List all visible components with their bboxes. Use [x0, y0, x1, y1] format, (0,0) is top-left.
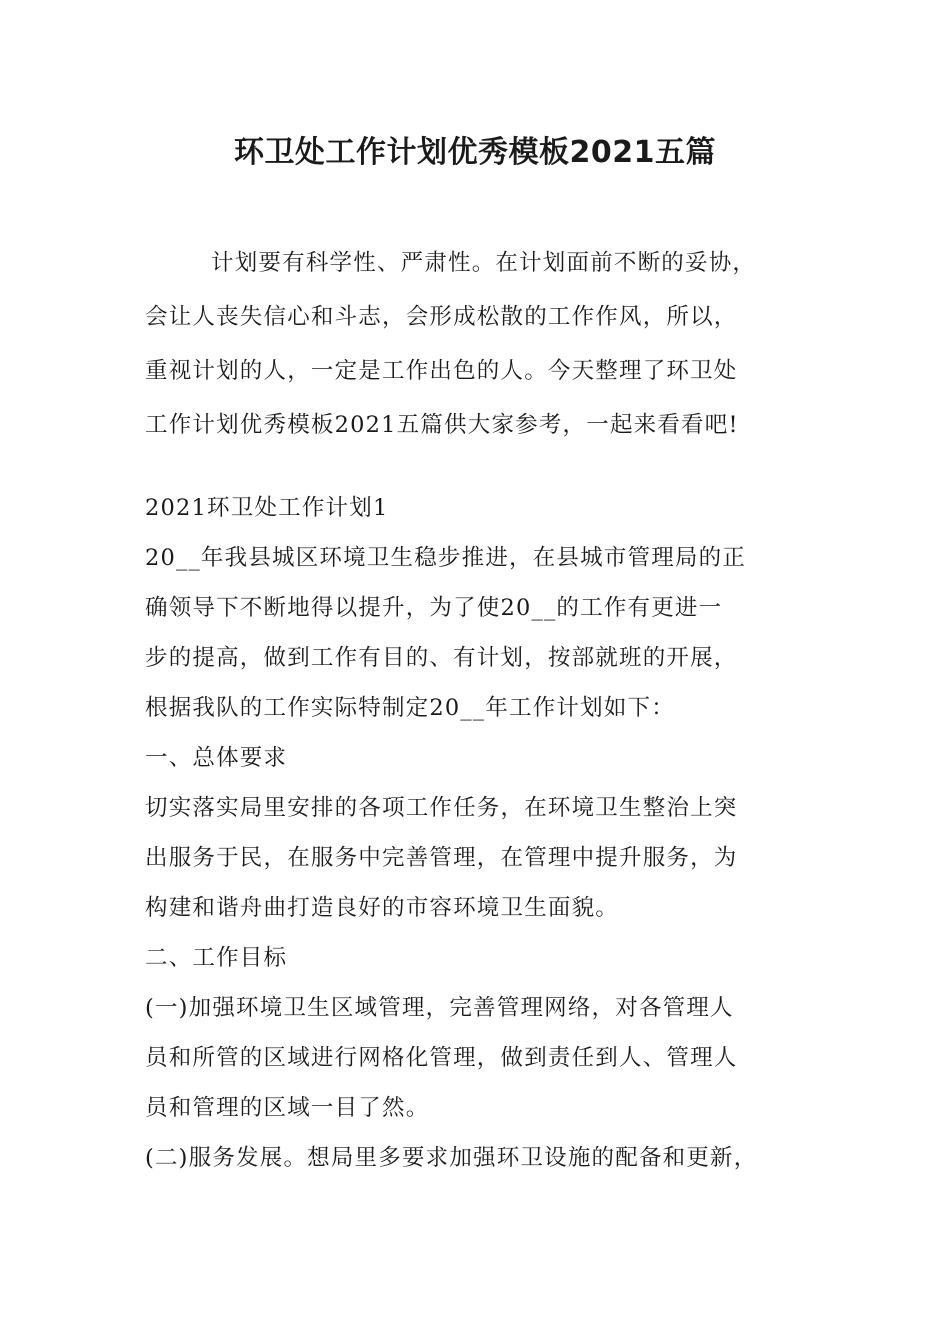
intro-line: 工作计划优秀模板2021五篇供大家参考，一起来看看吧!: [145, 412, 739, 438]
paragraph-line: 出服务于民，在服务中完善管理，在管理中提升服务，为: [145, 845, 738, 871]
paragraph-line: 确领导下不断地得以提升，为了使20__的工作有更进一: [145, 595, 723, 621]
section-heading: 2021环卫处工作计划1: [145, 495, 389, 521]
document-title: 环卫处工作计划优秀模板2021五篇: [234, 135, 716, 170]
paragraph-line: 20__年我县城区环境卫生稳步推进，在县城市管理局的正: [145, 545, 747, 571]
paragraph-line: 员和管理的区域一目了然。: [145, 1095, 430, 1121]
subsection-heading: 一、总体要求: [145, 745, 288, 771]
intro-line: 计划要有科学性、严肃性。在计划面前不断的妥协，: [211, 250, 757, 276]
subsection-heading: 二、工作目标: [145, 945, 288, 971]
paragraph-line: (一)加强环境卫生区域管理，完善管理网络，对各管理人: [145, 995, 734, 1021]
paragraph-line: 员和所管的区域进行网格化管理，做到责任到人、管理人: [145, 1045, 738, 1071]
paragraph-line: 步的提高，做到工作有目的、有计划，按部就班的开展，: [145, 645, 738, 671]
intro-paragraph: [145, 236, 825, 452]
paragraph-line: (二)服务发展。想局里多要求加强环卫设施的配备和更新，: [145, 1145, 758, 1171]
paragraph-line: 根据我队的工作实际特制定20__年工作计划如下：: [145, 695, 675, 721]
intro-line: 会让人丧失信心和斗志，会形成松散的工作作风，所以，: [145, 304, 738, 330]
intro-line: 重视计划的人，一定是工作出色的人。今天整理了环卫处: [145, 358, 738, 384]
paragraph-line: 构建和谐舟曲打造良好的市容环境卫生面貌。: [145, 895, 620, 921]
plan-content: [145, 483, 825, 1183]
paragraph-line: 切实落实局里安排的各项工作任务，在环境卫生整治上突: [145, 795, 738, 821]
